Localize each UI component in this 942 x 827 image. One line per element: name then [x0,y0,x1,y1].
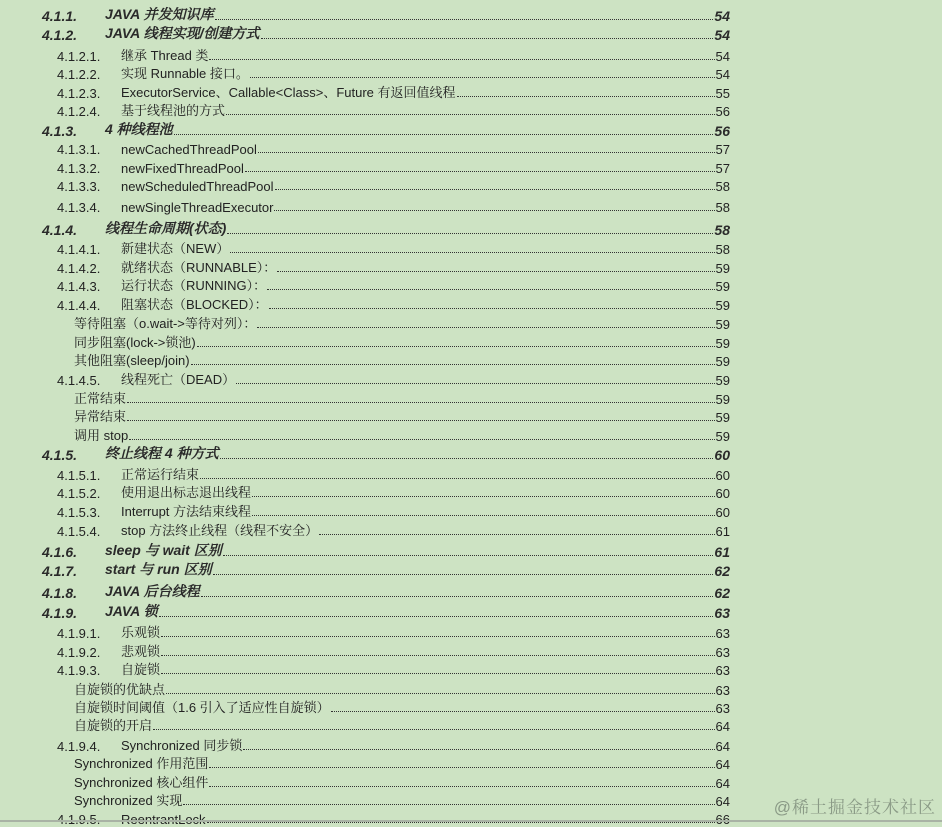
dot-leader [252,496,715,497]
toc-entry[interactable] [74,332,730,351]
toc-entry[interactable] [57,735,730,754]
dot-leader [274,210,714,211]
toc-entry-title: Interrupt 方法结束线程 [121,504,252,519]
toc-entry-page: 58 [715,200,730,215]
toc-entry[interactable] [74,715,730,734]
toc-entry[interactable] [57,369,730,388]
toc-entry-page: 59 [715,336,730,351]
toc-entry-title: JAVA 线程实现/创建方式 [105,25,260,41]
dot-leader [215,19,714,20]
toc-entry[interactable] [74,406,730,425]
toc-entry-number: 4.1.9.1. [57,626,101,641]
toc-entry[interactable] [57,659,730,678]
toc-entry-page: 64 [715,776,730,791]
toc-entry-number: 4.1.3.4. [57,200,101,215]
toc-entry[interactable] [57,641,730,660]
dot-leader [174,134,714,135]
toc-entry-title: newScheduledThreadPool [121,179,274,194]
toc-entry-title: 实现 Runnable 接口。 [121,66,249,81]
dot-leader [230,252,714,253]
dot-leader [243,749,714,750]
toc-entry-page: 63 [714,605,730,621]
toc-entry-title: newCachedThreadPool [121,142,257,157]
dot-leader [277,271,714,272]
dot-leader [220,458,714,459]
toc-entry-page: 54 [714,8,730,24]
toc-entry-page: 54 [714,27,730,43]
toc-entry-page: 57 [715,161,730,176]
toc-entry-title: 就绪状态（RUNNABLE）： [121,260,277,275]
toc-entry-title: 正常结束 [74,391,127,406]
toc-entry[interactable] [74,790,730,809]
toc-entry[interactable] [57,82,730,101]
dot-leader [209,59,714,60]
toc-entry[interactable] [57,501,730,520]
dot-leader [209,767,714,768]
toc-entry-title: 悲观锁 [121,644,161,659]
toc-entry-title: 线程生命周期(状态) [105,220,227,236]
toc-entry-title: 基于线程池的方式 [121,103,226,118]
toc-entry[interactable] [42,5,730,24]
toc-entry[interactable] [57,175,730,194]
toc-entry[interactable] [57,45,730,64]
toc-entry-page: 63 [715,645,730,660]
toc-entry-title: stop 方法终止线程（线程不安全） [121,523,319,538]
toc-entry-title: 自旋锁 [121,662,161,677]
toc-entry-title: 自旋锁时间阈值（1.6 引入了适应性自旋锁） [74,700,330,715]
toc-entry-page: 61 [714,544,730,560]
toc-entry-title: 使用退出标志退出线程 [121,485,252,500]
toc-entry-title: 调用 stop [74,428,129,443]
toc-entry-number: 4.1.6. [42,544,78,560]
toc-entry-title: 同步阻塞(lock->锁池) [74,335,196,350]
toc-entry[interactable] [57,294,730,313]
toc-entry-number: 4.1.5.4. [57,524,101,539]
toc-entry[interactable] [57,622,730,641]
toc-entry-number: 4.1.3.2. [57,161,101,176]
dot-leader [153,729,715,730]
toc-entry-page: 63 [715,663,730,678]
dot-leader [129,439,714,440]
toc-entry-title: Synchronized 作用范围 [74,756,209,771]
toc-entry-title: JAVA 并发知识库 [105,6,214,22]
toc-entry-page: 64 [715,794,730,809]
toc-entry-title: 继承 Thread 类 [121,48,209,63]
toc-entry-number: 4.1.9.4. [57,739,101,754]
toc-entry-page: 60 [715,486,730,501]
toc-entry-page: 54 [715,49,730,64]
toc-entry[interactable] [57,257,730,276]
toc-entry-title: 新建状态（NEW） [121,241,230,256]
dot-leader [258,152,715,153]
dot-leader [127,402,715,403]
toc-entry-number: 4.1.5.3. [57,505,101,520]
toc-entry-page: 59 [715,317,730,332]
dot-leader [257,327,714,328]
toc-entry[interactable] [42,444,730,463]
dot-leader [331,711,715,712]
toc-entry[interactable] [57,138,730,157]
toc-entry[interactable] [74,679,730,698]
dot-leader [161,655,715,656]
toc-entry-page: 54 [715,67,730,82]
toc-entry[interactable] [57,808,730,827]
toc-entry-number: 4.1.8. [42,585,78,601]
toc-entry[interactable] [57,63,730,82]
dot-leader [166,693,715,694]
toc-entry-title: 其他阻塞(sleep/join) [74,353,190,368]
toc-entry-number: 4.1.2.3. [57,86,101,101]
toc-entry-page: 55 [715,86,730,101]
toc-entry-number: 4.1.5.2. [57,486,101,501]
dot-leader [267,289,714,290]
dot-leader [245,171,715,172]
toc-entry-page: 59 [715,392,730,407]
dot-leader [275,189,715,190]
toc-entry-number: 4.1.4.4. [57,298,101,313]
toc-entry[interactable] [57,157,730,176]
dot-leader [161,636,715,637]
toc-entry-title: Synchronized 实现 [74,793,183,808]
toc-entry-number: 4.1.3.3. [57,179,101,194]
dot-leader [159,616,714,617]
toc-entry[interactable] [57,100,730,119]
toc-entry-title: 等待阻塞（o.wait->等待对列）： [74,316,257,331]
dot-leader [200,478,715,479]
toc-entry[interactable] [57,196,730,215]
toc-entry-page: 59 [715,410,730,425]
dot-leader [161,673,715,674]
toc-entry-title: Synchronized 核心组件 [74,775,209,790]
toc-entry[interactable] [57,275,730,294]
toc-entry[interactable] [74,313,730,332]
toc-entry-number: 4.1.3.1. [57,142,101,157]
toc-entry[interactable] [42,602,730,621]
watermark: @稀土掘金技术社区 [773,798,936,817]
toc-entry-page: 61 [715,524,730,539]
toc-entry-title: newFixedThreadPool [121,161,244,176]
dot-leader [191,364,715,365]
toc-entry-page: 60 [715,468,730,483]
toc-entry-number: 4.1.4. [42,222,78,238]
toc-entry-page: 58 [715,179,730,194]
dot-leader [319,534,714,535]
toc-entry-number: 4.1.9.3. [57,663,101,678]
toc-entry-page: 57 [715,142,730,157]
toc-entry-title: start 与 run 区别 [105,561,212,577]
toc-entry-title: 异常结束 [74,409,127,424]
toc-entry-title: 线程死亡（DEAD） [121,372,236,387]
dot-leader [261,38,714,39]
toc-entry[interactable] [42,541,730,560]
toc-entry[interactable] [57,464,730,483]
dot-leader [250,77,715,78]
dot-leader [227,233,713,234]
toc-entry-number: 4.1.2.2. [57,67,101,82]
toc-entry-title: 4 种线程池 [105,121,173,137]
toc-entry-number: 4.1.4.3. [57,279,101,294]
toc-entry-number: 4.1.3. [42,123,78,139]
toc-entry-number: 4.1.5.1. [57,468,101,483]
toc-entry-title: ExecutorService、Callable<Class>、Future 有返回值线程 [121,85,456,100]
toc-entry[interactable] [42,24,730,43]
toc-entry-page: 59 [715,354,730,369]
toc-entry-page: 56 [714,123,730,139]
toc-entry[interactable] [74,350,730,369]
toc-entry-number: 4.1.2.4. [57,104,101,119]
toc-entry-title: 终止线程 4 种方式 [105,445,219,461]
toc-entry[interactable] [74,772,730,791]
toc-entry-number: 4.1.2. [42,27,78,43]
toc-entry-number: 4.1.9.2. [57,645,101,660]
toc-entry-number: 4.1.2.1. [57,49,101,64]
dot-leader [127,420,715,421]
toc-entry-title: 阻塞状态（BLOCKED）： [121,297,268,312]
dot-leader [223,555,714,556]
toc-entry[interactable] [74,388,730,407]
toc-entry-page: 58 [714,222,730,238]
toc-entry[interactable] [42,582,730,601]
toc-entry-page: 62 [714,563,730,579]
toc-entry[interactable] [57,482,730,501]
toc-entry-title: newSingleThreadExecutor [121,200,274,215]
dot-leader [269,308,715,309]
toc-entry[interactable] [42,120,730,139]
dot-leader [252,515,715,516]
dot-leader [457,96,715,97]
toc-entry-page: 63 [715,626,730,641]
toc-entry-page: 59 [715,261,730,276]
toc-entry-title: JAVA 锁 [105,603,158,619]
toc-entry-title: 自旋锁的开启 [74,718,153,733]
toc-entry-number: 4.1.4.1. [57,242,101,257]
toc-entry-number: 4.1.5. [42,447,78,463]
toc-entry-title: 自旋锁的优缺点 [74,682,166,697]
toc-entry-title: sleep 与 wait 区别 [105,542,222,558]
toc-entry-page: 64 [715,757,730,772]
toc-entry-page: 60 [715,505,730,520]
toc-entry-page: 63 [715,701,730,716]
toc-entry-number: 4.1.1. [42,8,78,24]
toc-entry-title: JAVA 后台线程 [105,583,200,599]
toc-entry-number: 4.1.7. [42,563,78,579]
toc-entry-number: 4.1.9. [42,605,78,621]
toc-entry-page: 59 [715,298,730,313]
dot-leader [207,822,715,823]
toc-entry-page: 64 [715,719,730,734]
toc-entry[interactable] [57,238,730,257]
toc-entry-page: 62 [714,585,730,601]
dot-leader [226,114,715,115]
toc-entry[interactable] [74,753,730,772]
toc-entry-number: 4.1.4.5. [57,373,101,388]
toc-entry[interactable] [42,219,730,238]
toc-entry-title: 运行状态（RUNNING）： [121,278,267,293]
toc-entry[interactable] [57,520,730,539]
dot-leader [213,574,714,575]
toc-entry-number: 4.1.4.2. [57,261,101,276]
toc-entry-page: 58 [715,242,730,257]
toc-entry-title: Synchronized 同步锁 [121,738,243,753]
toc-entry-page: 59 [715,373,730,388]
dot-leader [236,383,714,384]
toc-entry-page: 59 [715,429,730,444]
dot-leader [183,804,714,805]
toc-entry[interactable] [74,697,730,716]
toc-entry[interactable] [42,560,730,579]
toc-entry[interactable] [74,425,730,444]
dot-leader [201,596,714,597]
toc-entry-page: 56 [715,104,730,119]
toc-entry-page: 59 [715,279,730,294]
toc-entry-page: 63 [715,683,730,698]
toc-entry-page: 60 [714,447,730,463]
dot-leader [209,786,714,787]
toc-entry-title: 乐观锁 [121,625,161,640]
toc-entry-title: 正常运行结束 [121,467,200,482]
dot-leader [197,346,715,347]
toc-entry-page: 64 [715,739,730,754]
